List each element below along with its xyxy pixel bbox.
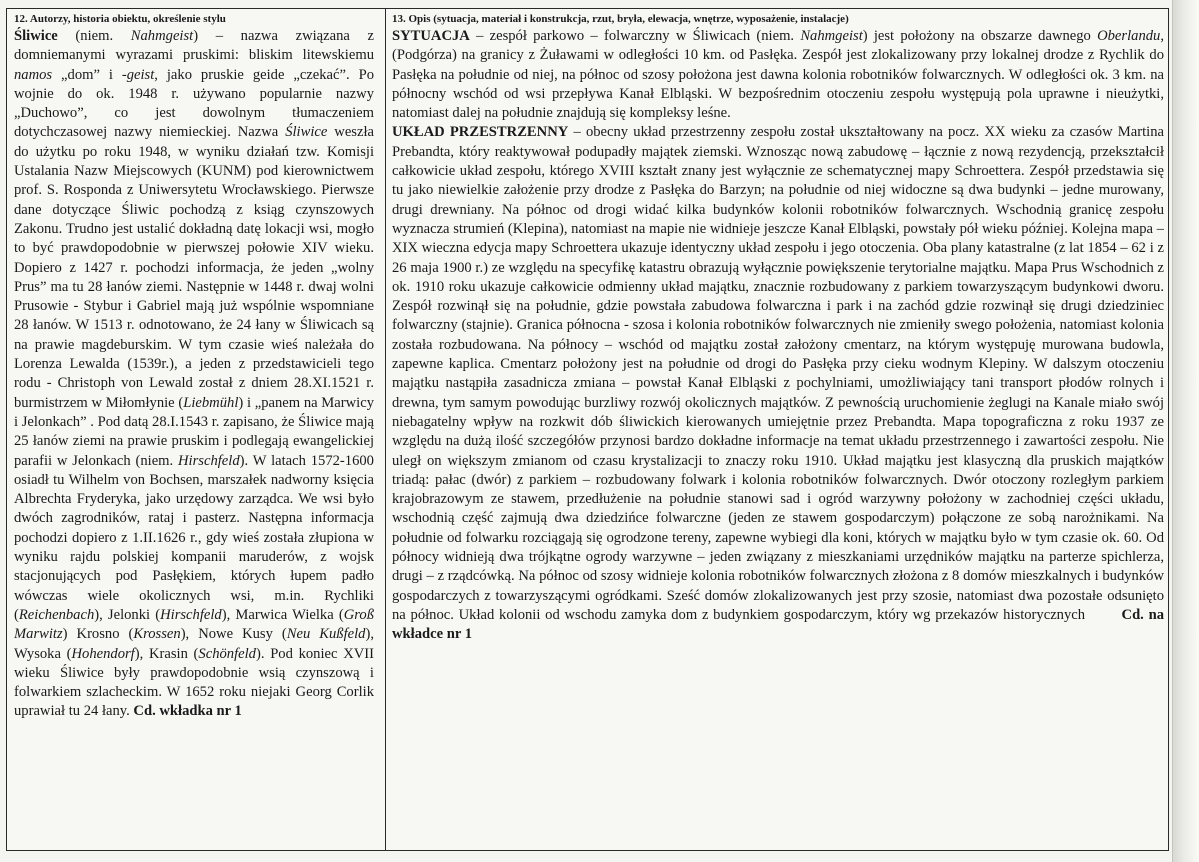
situation-text-run: Nahmgeist	[800, 28, 863, 44]
history-text-run: ). Pod koniec XVII wieku Śliwice były prawdopodobnie wsią czynszową i folwarkiem szlacheckim. W 1652 roku niejaki Georg Corlik uprawiał tu 24 łany.	[14, 645, 374, 720]
history-text-run: Hirschfeld	[160, 606, 222, 623]
spatial-layout-paragraph	[392, 123, 1164, 644]
history-text	[14, 27, 374, 722]
situation-text-run: Oberlandu	[1097, 28, 1161, 44]
situation-label: SYTUACJA	[392, 28, 470, 44]
history-text-run: ) Krosno (	[62, 626, 134, 643]
history-text-run: weszła do użytku po roku 1948, w wyniku działań tzw. Komisji Ustalania Nazw Miejscowych (KUNM) pod kierownictwem prof. S. Rosponda z Uniwersytetu Wrocławskiego. Pierwsze dane dotyczące Śliwic pochodzą z ksiąg czynszowych Zakonu. Trudno jest ustalić dokładną datę lokacji wsi, mogło to być prawdopodobnie w pierwszej połowie XIV wieku. Dopiero z 1427 r. pochodzi informacja, że jeden „wolny Prus” ma tu 28 łanów ziemi. Następnie w 1448 r. dwaj wolni Prusowie - Stybur i Gabriel mają już wspólnie wspomniane 28 łanów. W 1513 r. odnotowano, że 24 łany w Śliwicach są na prawie magdeburskim. W tym czasie wieś należała do Lorenza Lewalda (1539r.), a jeden z przedstawicieli tego rodu - Christoph von Lewald został z dniem 28.XI.1521 r. burmistrzem w Miłomłynie (	[14, 124, 374, 411]
situation-text-run: , (Podgórza) na granicy z Żuławami w odległości 10 km. od Pasłęka. Zespół jest zlokalizowany przy lokalnej drodze z Rychlik do Pasłęka na południe od niej, na północ od szosy położona jest dawna kolonia robotników folwarcznych. W odległości ok. 3 km. na północny wschód od wsi przepływa Kanał Elbląski. W bezpośrednim otoczeniu zespołu występują pola uprawne i nieużytki, natomiast dalej na południe znajdują się kompleksy leśne.	[392, 28, 1164, 122]
history-text-run: namos	[14, 66, 53, 83]
history-text-run: ) i „panem na Marwicy i Jelonkach” . Pod datą 28.I.1543 r. zapisano, że Śliwice mają 25 łanów ziemi na prawie pruskim i podlegają ewangelickiej parafii w Jelonkach (niem.	[14, 394, 374, 469]
continuation-note: Cd. na wkładce nr 1	[392, 606, 1164, 643]
description-section-header: 13. Opis (sytuacja, materiał i konstrukcja, rzut, bryła, elewacja, wnętrze, wyposażenie, instalacje)	[392, 13, 849, 25]
history-text-run: „dom” i	[52, 66, 122, 83]
history-text-run: Reichenbach	[18, 606, 95, 623]
history-text-run: Krossen	[133, 626, 181, 643]
history-text-run: ), Nowe Kusy (	[180, 626, 287, 643]
column-divider	[385, 9, 386, 850]
history-text-run: Śliwice	[285, 124, 328, 141]
history-text-run: Hohendorf	[71, 645, 135, 662]
history-text-run: Śliwice	[14, 28, 58, 44]
history-text-run: ), Wysoka (	[14, 626, 374, 662]
situation-paragraph	[392, 27, 1164, 123]
history-text-run: , jako pruskie geide „czekać”. Po wojnie do ok. 1948 r. używano popularnie nazwy „Duchowo”, co jest dowolnym tłumaczeniem dotychczasowej nazwy niemieckiej. Nazwa	[14, 66, 374, 141]
history-text-run: ), Krasin (	[134, 645, 199, 662]
history-text-run: ). W latach 1572-1600 osiadł tu Wilhelm von Bochsen, marszałek nadworny księcia Albrechta Fryderyka, jako urzędowy zarządca. We wsi było dwóch zagrodników, rataj i pasterz. Następna informacja pochodzi dopiero z 1.II.1626 r., gdy wieś została złupiona w wyniku rajdu polskiej kompanii maruderów, z wojsk stacjonujących pod Pasłękiem, których łupem padło wówczas wiele okolicznych wsi, m.in. Rychliki (	[14, 452, 374, 623]
situation-text	[392, 28, 1164, 121]
history-text-run: Nahmgeist	[130, 28, 194, 44]
history-text-run: Liebmühl	[183, 394, 239, 411]
situation-text-run: – zespół parkowo – folwarczny w Śliwicach (niem.	[469, 28, 801, 44]
history-text-run: Hirschfeld	[178, 452, 240, 469]
history-text-run: Neu Kußfeld	[286, 626, 366, 643]
history-text-run: Cd. wkładka nr 1	[133, 703, 242, 720]
history-text-run: (niem.	[57, 28, 131, 44]
scan-edge	[1172, 0, 1199, 862]
description-column	[392, 12, 1164, 846]
history-text-run: ) – nazwa związana z domniemanymi wyrazami pruskimi: bliskim litewskiemu	[14, 28, 374, 64]
history-text-run: Schönfeld	[198, 645, 256, 662]
history-text-run: ), Jelonki (	[94, 606, 161, 623]
history-text-run: -geist	[121, 66, 155, 83]
spatial-layout-label: UKŁAD PRZESTRZENNY	[392, 124, 569, 141]
history-section-header: 12. Autorzy, historia obiektu, określenie stylu	[14, 13, 226, 25]
history-text-run: Groß Marwitz	[14, 606, 374, 643]
spatial-layout-text: – obecny układ przestrzenny zespołu został ukształtowany na pocz. XX wieku za czasów Martina Prebandta, który reaktywował podupadły majątek ziemski. Wznosząc nową zabudowę – łącznie z nową rezydencją, przekształcił całkowicie układ zespołu, którego XVIII kształt znany jest wyłącznie ze schematycznej mapy Schroettera. Zespół przedstawia się tu jako niewielkie założenie przy drodze z Pasłęka do Barzyn; na południe od niej widoczne są dwa budynki – jedne murowany, drugi drewniany. Na północ od drogi widać kilka budynków kolonii robotników folwarcznych. Wschodnią granicę zespołu wyznacza strumień (Klepina), natomiast na mapie nie widnieje jeszcze Kanał Elbląski, powstały pół wieku później. Kolejna mapa – XIX wieczna edycja mapy Schroettera ukazuje identyczny układ zespołu i jego otoczenia. Oba plany katastralne (z lat 1854 – 62 i z 26 maja 1900 r.) ze względu na specyfikę katastru obrazują wyłącznie powiększenie terytorialne majątku. Mapa Prus Wschodnich z ok. 1910 roku ukazuje całkowicie odmienny układ majątku, znacznie rozbudowany z parkiem towarzyszącym budynkowi dworu. Zespół rozwinął się na południe, gdzie powstała zabudowa folwarczna i park i na zachód gdzie rozwinął się drugi dziedziniec folwarczny (stajnie). Granica północna - szosa i kolonia robotników folwarcznych nie zmieniły swego położenia, natomiast kolonia została rozbudowana. Na północy – wschód od majątku został założony cmentarz, na którym występuję murowana budowla, zapewne kaplica. Cmentarz położony jest na południe od drogi do Pasłęka przy cieku wodnym Klepiny. W dalszym otoczeniu majątku nastąpiła zasadnicza zmiana – powstał Kanał Elbląski z pochylniami, umożliwiający tani transport płodów rolnych i drewna, tym samym powodując burzliwy rozwój okolicznych majątków. Z pewnością uruchomienie żeglugi na Kanale miało swój niebagatelny wpływ na rozkwit dób śliwickich kierowanych umiejętnie przez Prebandta. Mapa topograficzna z roku 1937 ze względu na dużą ilość szczegółów przynosi bardzo dokładne informacje na temat układu przestrzennego i zawartości zespołu. Nie uległ on większym zmianom od czasu krystalizacji to znaczy roku 1910. Układ majątku jest klasyczną dla pruskich majątków triadą: pałac (dwór) z parkiem – rozbudowany folwark i kolonia robotników folwarcznych. Dwór otoczony rozległym parkiem krajobrazowym ze stawem, przedłużenie na południe stanowi sad i ogród warzywny położony w zachodniej części układu, wschodnią część zajmują dwa dziedzińce folwarczne (jeden ze stawem gospodarczym) połączone ze sobą narożnikami. Na południe od folwarku rozciągają się ogrodzone tereny, zapewne wybiegi dla koni, których w majątku było w tym czasie ok. 60. Od północy widnieją dwa trójkątne ogrody warzywne – jeden związany z mieszkaniami urzędników majątku na parterze spichlerza, drugi – z rządcówką. Na północ od szosy widnieje kolonia robotników folwarcznych złożona z 8 domów mieszkalnych i budynków gospodarczych z towarzyszącymi ogródkami. Sześć domów zlokalizowanych jest przy szosie, natomiast dwa pozostałe odsunięto na północ. Układ kolonii od wschodu zamyka dom z budynkiem gospodarczym, który wg przekazów historycznych	[392, 124, 1164, 623]
history-text-run: ), Marwica Wielka (	[221, 606, 344, 623]
situation-text-run: ) jest położony na obszarze dawnego	[862, 28, 1098, 44]
form-page	[6, 8, 1169, 851]
history-column	[14, 12, 374, 846]
